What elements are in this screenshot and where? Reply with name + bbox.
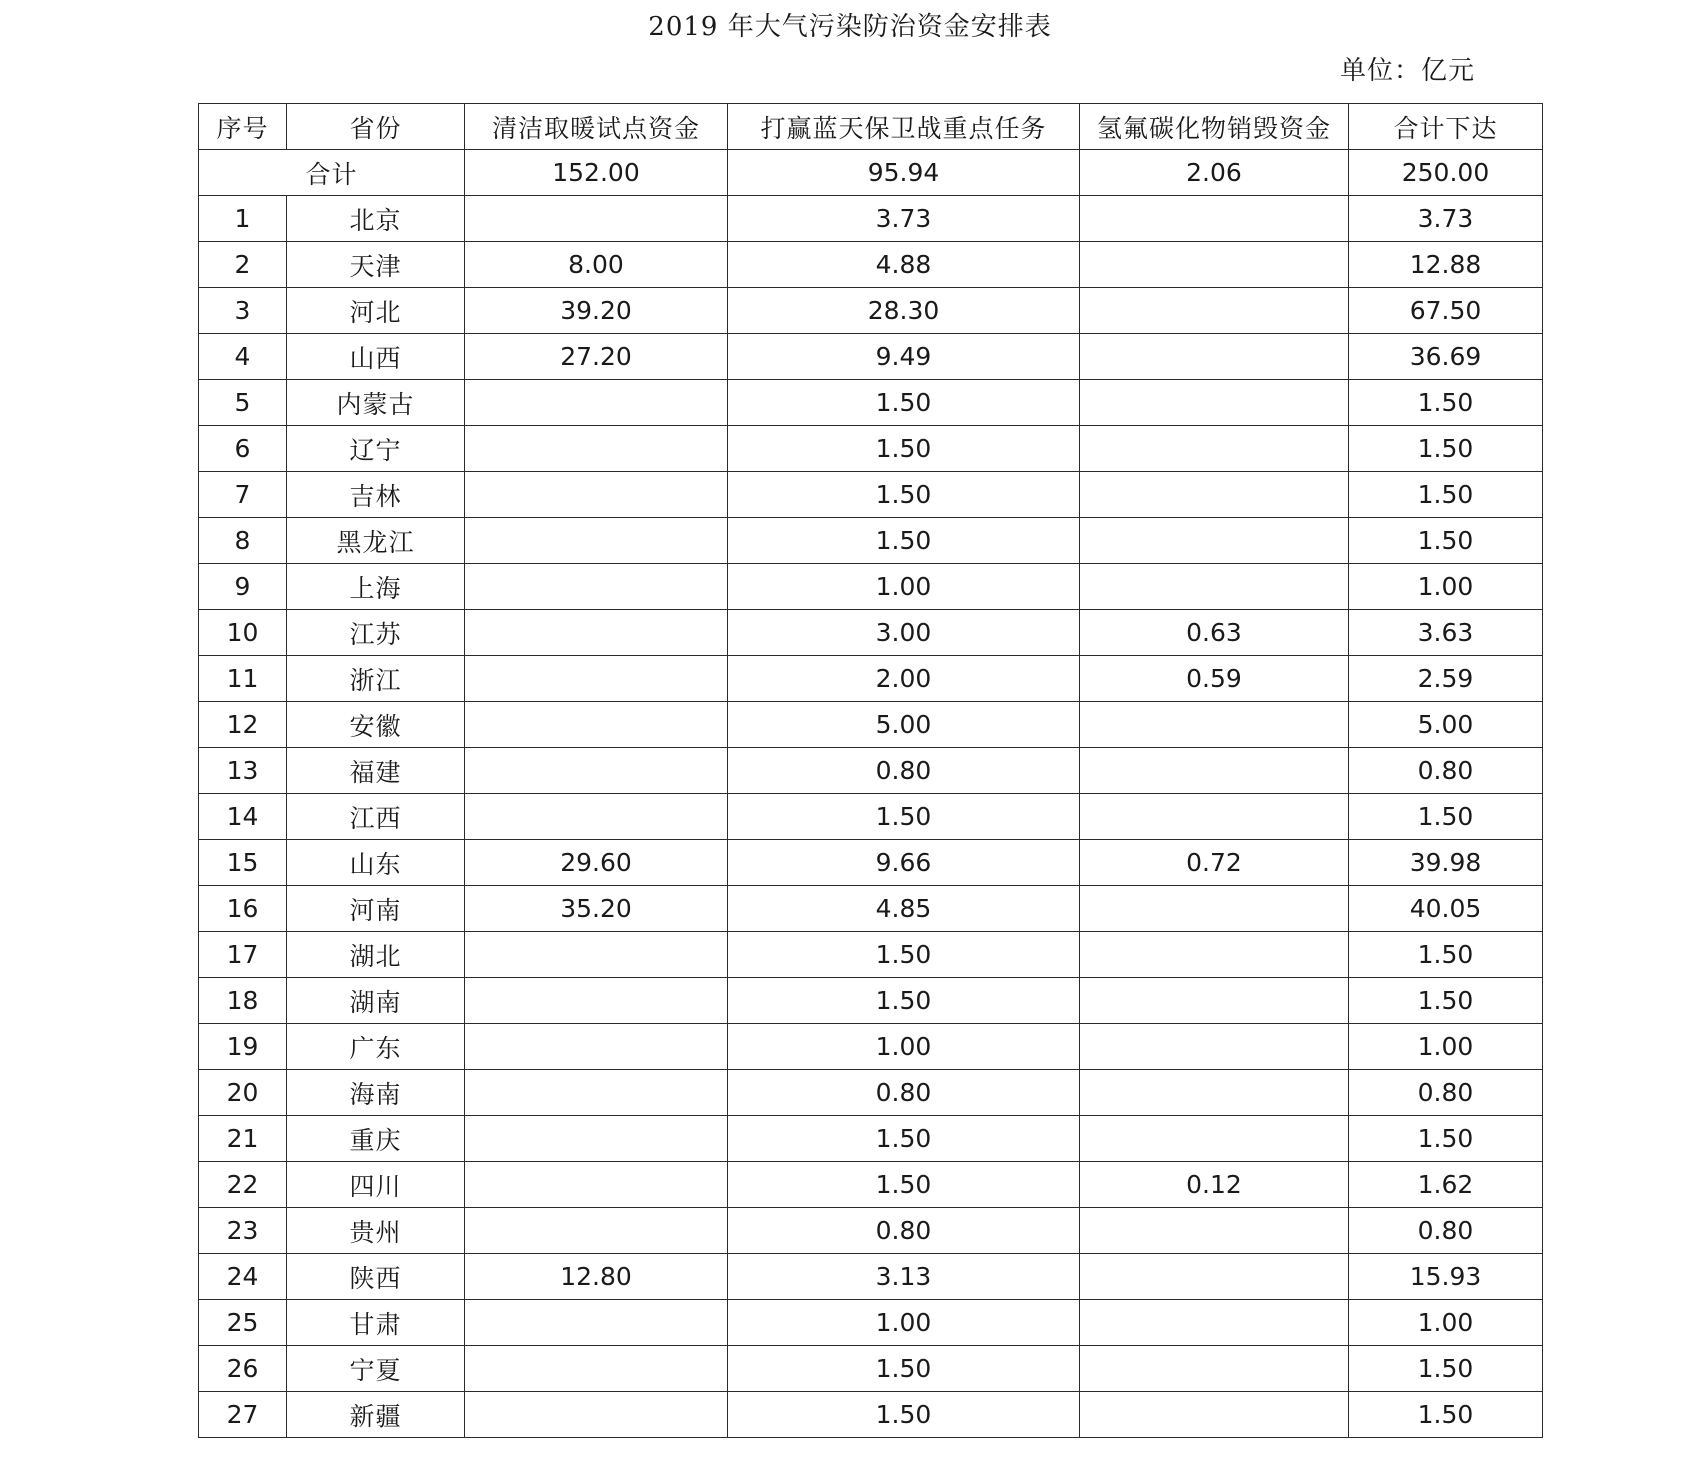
row-blue-sky: 1.50: [728, 1162, 1080, 1208]
row-province: 浙江: [287, 656, 465, 702]
row-province: 内蒙古: [287, 380, 465, 426]
row-index: 16: [199, 886, 287, 932]
header-hcfc: 氢氟碳化物销毁资金: [1080, 104, 1349, 150]
document-title: 2019 年大气污染防治资金安排表: [648, 12, 1052, 42]
row-heating: [465, 1208, 728, 1254]
table-row: [199, 610, 1543, 656]
row-blue-sky: 28.30: [728, 288, 1080, 334]
row-hcfc: [1080, 288, 1349, 334]
table-row: [199, 886, 1543, 932]
row-total: 5.00: [1349, 702, 1543, 748]
row-province: 四川: [287, 1162, 465, 1208]
row-index: 6: [199, 426, 287, 472]
row-province: 海南: [287, 1070, 465, 1116]
row-blue-sky: 3.00: [728, 610, 1080, 656]
row-province: 山西: [287, 334, 465, 380]
row-province: 河南: [287, 886, 465, 932]
row-total: 2.59: [1349, 656, 1543, 702]
row-province: 湖南: [287, 978, 465, 1024]
table-row: [199, 196, 1543, 242]
row-total: 1.50: [1349, 1346, 1543, 1392]
row-hcfc: [1080, 426, 1349, 472]
row-hcfc: [1080, 702, 1349, 748]
row-total: 1.50: [1349, 380, 1543, 426]
row-heating: [465, 656, 728, 702]
row-blue-sky: 0.80: [728, 1208, 1080, 1254]
row-index: 26: [199, 1346, 287, 1392]
row-total: 1.50: [1349, 932, 1543, 978]
row-heating: 27.20: [465, 334, 728, 380]
table-row: [199, 702, 1543, 748]
row-heating: [465, 932, 728, 978]
row-total: 3.73: [1349, 196, 1543, 242]
row-hcfc: [1080, 472, 1349, 518]
row-province: 陕西: [287, 1254, 465, 1300]
row-index: 13: [199, 748, 287, 794]
row-total: 1.50: [1349, 1116, 1543, 1162]
row-blue-sky: 1.00: [728, 564, 1080, 610]
table-row: [199, 1392, 1543, 1438]
row-blue-sky: 1.50: [728, 426, 1080, 472]
row-hcfc: [1080, 1300, 1349, 1346]
table-row: [199, 1208, 1543, 1254]
row-heating: 8.00: [465, 242, 728, 288]
row-blue-sky: 1.00: [728, 1300, 1080, 1346]
row-hcfc: 0.12: [1080, 1162, 1349, 1208]
unit-label: 单位：亿元: [1340, 56, 1476, 86]
row-index: 2: [199, 242, 287, 288]
row-hcfc: [1080, 1254, 1349, 1300]
row-hcfc: [1080, 886, 1349, 932]
row-heating: [465, 1162, 728, 1208]
row-total: 3.63: [1349, 610, 1543, 656]
table-row: [199, 426, 1543, 472]
row-total: 15.93: [1349, 1254, 1543, 1300]
row-province: 北京: [287, 196, 465, 242]
row-blue-sky: 1.50: [728, 932, 1080, 978]
row-province: 新疆: [287, 1392, 465, 1438]
row-blue-sky: 2.00: [728, 656, 1080, 702]
row-province: 宁夏: [287, 1346, 465, 1392]
header-heating: 清洁取暖试点资金: [465, 104, 728, 150]
row-blue-sky: 4.85: [728, 886, 1080, 932]
table-row: [199, 1254, 1543, 1300]
row-index: 14: [199, 794, 287, 840]
row-heating: [465, 978, 728, 1024]
row-heating: [465, 1024, 728, 1070]
row-blue-sky: 1.50: [728, 1116, 1080, 1162]
row-blue-sky: 4.88: [728, 242, 1080, 288]
table-row: [199, 242, 1543, 288]
row-total: 1.50: [1349, 794, 1543, 840]
row-blue-sky: 1.50: [728, 978, 1080, 1024]
row-hcfc: [1080, 242, 1349, 288]
header-row: [199, 104, 1543, 150]
summary-hcfc: 2.06: [1080, 150, 1349, 196]
row-index: 21: [199, 1116, 287, 1162]
table-row: [199, 794, 1543, 840]
row-index: 22: [199, 1162, 287, 1208]
header-index: 序号: [199, 104, 287, 150]
row-province: 江苏: [287, 610, 465, 656]
row-index: 19: [199, 1024, 287, 1070]
row-province: 天津: [287, 242, 465, 288]
summary-blue-sky: 95.94: [728, 150, 1080, 196]
row-total: 1.00: [1349, 1024, 1543, 1070]
table-row: [199, 932, 1543, 978]
row-province: 河北: [287, 288, 465, 334]
row-heating: [465, 564, 728, 610]
row-total: 1.00: [1349, 1300, 1543, 1346]
summary-total: 250.00: [1349, 150, 1543, 196]
row-hcfc: [1080, 1346, 1349, 1392]
row-hcfc: [1080, 1070, 1349, 1116]
row-province: 广东: [287, 1024, 465, 1070]
row-province: 黑龙江: [287, 518, 465, 564]
row-blue-sky: 3.73: [728, 196, 1080, 242]
row-total: 12.88: [1349, 242, 1543, 288]
row-heating: [465, 610, 728, 656]
row-blue-sky: 1.00: [728, 1024, 1080, 1070]
row-hcfc: [1080, 1392, 1349, 1438]
row-hcfc: 0.72: [1080, 840, 1349, 886]
row-index: 15: [199, 840, 287, 886]
table-row: [199, 748, 1543, 794]
row-hcfc: [1080, 1208, 1349, 1254]
row-heating: [465, 1392, 728, 1438]
row-total: 0.80: [1349, 1208, 1543, 1254]
row-hcfc: [1080, 1116, 1349, 1162]
row-index: 7: [199, 472, 287, 518]
header-total: 合计下达: [1349, 104, 1543, 150]
row-index: 20: [199, 1070, 287, 1116]
row-blue-sky: 1.50: [728, 518, 1080, 564]
row-hcfc: [1080, 932, 1349, 978]
row-blue-sky: 1.50: [728, 794, 1080, 840]
row-total: 1.62: [1349, 1162, 1543, 1208]
row-index: 18: [199, 978, 287, 1024]
header-province: 省份: [287, 104, 465, 150]
row-total: 1.50: [1349, 978, 1543, 1024]
funds-table: [198, 103, 1543, 1438]
table-row: [199, 380, 1543, 426]
row-heating: [465, 1116, 728, 1162]
row-blue-sky: 0.80: [728, 748, 1080, 794]
table-row: [199, 1024, 1543, 1070]
table-row: [199, 1162, 1543, 1208]
row-heating: 35.20: [465, 886, 728, 932]
table-row: [199, 1346, 1543, 1392]
row-heating: [465, 426, 728, 472]
row-heating: [465, 702, 728, 748]
table-row: [199, 334, 1543, 380]
row-blue-sky: 1.50: [728, 1346, 1080, 1392]
row-total: 1.50: [1349, 472, 1543, 518]
row-heating: [465, 1346, 728, 1392]
summary-label: 合计: [199, 150, 465, 196]
row-heating: [465, 794, 728, 840]
row-hcfc: [1080, 196, 1349, 242]
row-province: 辽宁: [287, 426, 465, 472]
row-index: 5: [199, 380, 287, 426]
row-province: 山东: [287, 840, 465, 886]
header-blue-sky: 打赢蓝天保卫战重点任务: [728, 104, 1080, 150]
row-heating: [465, 380, 728, 426]
row-index: 9: [199, 564, 287, 610]
row-hcfc: [1080, 1024, 1349, 1070]
row-index: 11: [199, 656, 287, 702]
row-index: 23: [199, 1208, 287, 1254]
row-province: 贵州: [287, 1208, 465, 1254]
row-province: 上海: [287, 564, 465, 610]
row-blue-sky: 1.50: [728, 380, 1080, 426]
table-row: [199, 288, 1543, 334]
row-hcfc: [1080, 334, 1349, 380]
table-row: [199, 1116, 1543, 1162]
row-hcfc: 0.59: [1080, 656, 1349, 702]
row-heating: 39.20: [465, 288, 728, 334]
table-row: [199, 840, 1543, 886]
row-index: 24: [199, 1254, 287, 1300]
summary-heating: 152.00: [465, 150, 728, 196]
row-index: 25: [199, 1300, 287, 1346]
row-total: 40.05: [1349, 886, 1543, 932]
row-province: 江西: [287, 794, 465, 840]
row-index: 8: [199, 518, 287, 564]
table-row: [199, 1300, 1543, 1346]
row-heating: 12.80: [465, 1254, 728, 1300]
table-row: [199, 1070, 1543, 1116]
row-total: 0.80: [1349, 1070, 1543, 1116]
row-index: 12: [199, 702, 287, 748]
row-hcfc: [1080, 978, 1349, 1024]
row-province: 重庆: [287, 1116, 465, 1162]
row-heating: [465, 472, 728, 518]
row-hcfc: [1080, 748, 1349, 794]
row-province: 福建: [287, 748, 465, 794]
row-total: 0.80: [1349, 748, 1543, 794]
row-heating: 29.60: [465, 840, 728, 886]
row-heating: [465, 1070, 728, 1116]
row-hcfc: [1080, 380, 1349, 426]
row-total: 39.98: [1349, 840, 1543, 886]
table-row: [199, 472, 1543, 518]
row-province: 湖北: [287, 932, 465, 978]
table-row: [199, 564, 1543, 610]
row-index: 27: [199, 1392, 287, 1438]
summary-row: [199, 150, 1543, 196]
row-province: 吉林: [287, 472, 465, 518]
row-heating: [465, 1300, 728, 1346]
row-total: 1.00: [1349, 564, 1543, 610]
row-index: 17: [199, 932, 287, 978]
row-index: 4: [199, 334, 287, 380]
row-hcfc: 0.63: [1080, 610, 1349, 656]
row-hcfc: [1080, 564, 1349, 610]
row-index: 1: [199, 196, 287, 242]
row-blue-sky: 9.49: [728, 334, 1080, 380]
row-total: 1.50: [1349, 518, 1543, 564]
row-hcfc: [1080, 794, 1349, 840]
row-province: 安徽: [287, 702, 465, 748]
row-hcfc: [1080, 518, 1349, 564]
table-row: [199, 518, 1543, 564]
row-total: 1.50: [1349, 1392, 1543, 1438]
row-blue-sky: 5.00: [728, 702, 1080, 748]
row-blue-sky: 9.66: [728, 840, 1080, 886]
row-blue-sky: 0.80: [728, 1070, 1080, 1116]
row-total: 36.69: [1349, 334, 1543, 380]
row-total: 67.50: [1349, 288, 1543, 334]
row-heating: [465, 196, 728, 242]
table-row: [199, 656, 1543, 702]
row-blue-sky: 1.50: [728, 1392, 1080, 1438]
row-total: 1.50: [1349, 426, 1543, 472]
row-blue-sky: 1.50: [728, 472, 1080, 518]
row-index: 3: [199, 288, 287, 334]
row-blue-sky: 3.13: [728, 1254, 1080, 1300]
table-row: [199, 978, 1543, 1024]
row-index: 10: [199, 610, 287, 656]
row-heating: [465, 518, 728, 564]
row-province: 甘肃: [287, 1300, 465, 1346]
row-heating: [465, 748, 728, 794]
